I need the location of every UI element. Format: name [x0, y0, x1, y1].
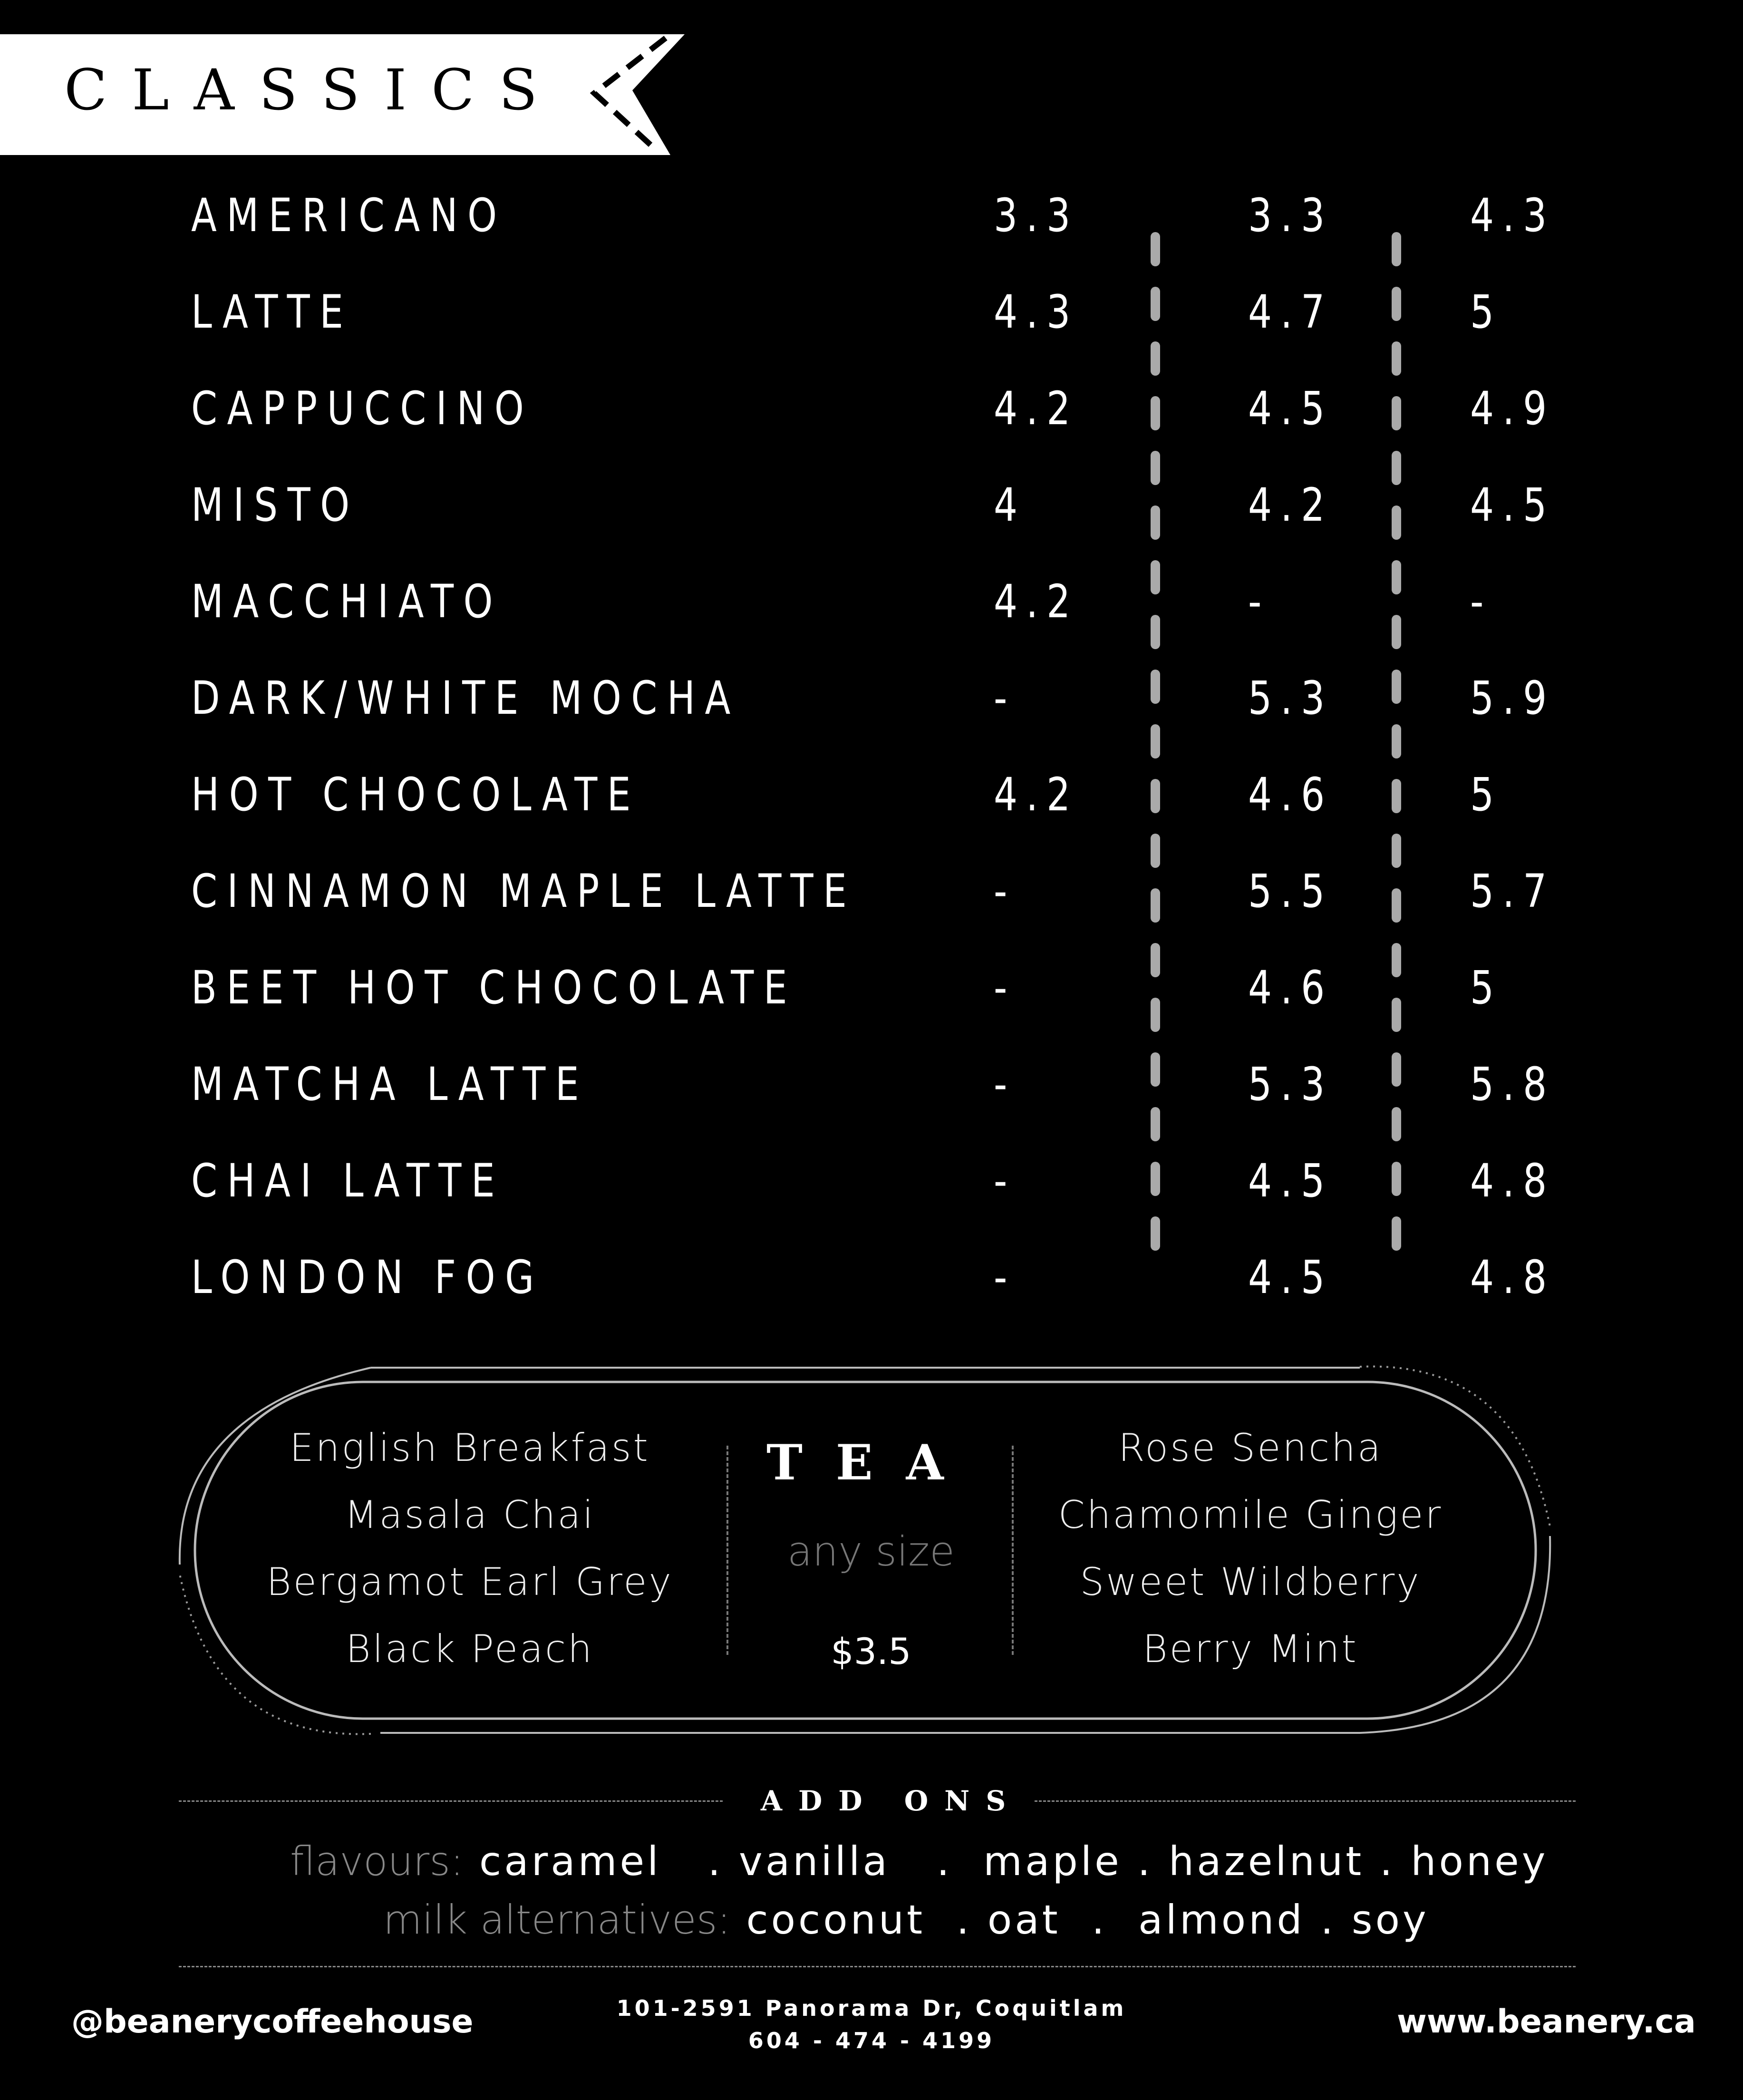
menu-row — [0, 768, 1743, 868]
menu-item-price: - — [994, 671, 1016, 725]
menu-item-price: 4.2 — [994, 768, 1079, 821]
divider-dash — [1151, 341, 1160, 376]
menu-item-price: 4.3 — [1470, 189, 1556, 242]
section-title: CLASSICS — [64, 57, 562, 123]
flavours-label: flavours: — [290, 1838, 464, 1885]
tea-item: Rose Sencha — [1118, 1426, 1383, 1470]
menu-row — [0, 478, 1743, 579]
divider-dash — [1151, 779, 1160, 813]
milk-list: coconut . oat . almond . soy — [746, 1896, 1429, 1943]
addons-rule-bottom — [179, 1966, 1576, 1967]
tea-title: TEA — [766, 1434, 977, 1491]
tea-item: Masala Chai — [344, 1493, 595, 1537]
menu-item-name: LONDON FOG — [191, 1251, 544, 1304]
divider-dash — [1151, 560, 1160, 594]
divider-dash — [1151, 232, 1160, 266]
divider-dash — [1151, 451, 1160, 485]
menu-item-price: - — [994, 1154, 1016, 1207]
menu-row — [0, 1154, 1743, 1254]
menu-row — [0, 285, 1743, 386]
divider-dash — [1392, 998, 1401, 1032]
menu-row — [0, 961, 1743, 1061]
menu-item-name: MATCHA LATTE — [191, 1058, 589, 1111]
menu-item-price: 5.3 — [1248, 1058, 1334, 1111]
menu-item-price: - — [994, 1251, 1016, 1304]
menu-item-price: - — [1248, 575, 1270, 628]
tea-item: Black Peach — [346, 1627, 594, 1671]
menu-row — [0, 1251, 1743, 1351]
menu-item-price: 4.3 — [994, 285, 1079, 339]
addons-title: ADD ONS — [761, 1785, 1022, 1817]
divider-dash — [1151, 287, 1160, 321]
divider-dash — [1151, 1107, 1160, 1141]
menu-item-price: 5.5 — [1248, 865, 1334, 918]
divider-dash — [1151, 1216, 1160, 1251]
divider-dash — [1392, 232, 1401, 266]
menu-item-name: CAPPUCCINO — [191, 382, 534, 435]
menu-item-price: 3.3 — [1248, 189, 1334, 242]
divider-dash — [1392, 1216, 1401, 1251]
divider-dash — [1151, 396, 1160, 430]
tea-item: English Breakfast — [290, 1426, 650, 1470]
menu-row — [0, 382, 1743, 482]
menu-item-price: 5.8 — [1470, 1058, 1556, 1111]
tea-price: $3.5 — [831, 1630, 911, 1672]
menu-item-name: CINNAMON MAPLE LATTE — [191, 865, 857, 918]
menu-row — [0, 671, 1743, 772]
divider-dash — [1392, 779, 1401, 813]
divider-dash — [1392, 724, 1401, 758]
menu-item-price: - — [994, 961, 1016, 1014]
divider-dash — [1151, 670, 1160, 704]
menu-item-price: 4.9 — [1470, 382, 1556, 435]
menu-item-name: AMERICANO — [191, 189, 507, 242]
addons-rule-right — [1035, 1800, 1576, 1802]
menu-item-price: 4.7 — [1248, 285, 1334, 339]
divider-dash — [1151, 834, 1160, 868]
menu-item-price: 4.5 — [1248, 1251, 1334, 1304]
menu-row — [0, 865, 1743, 965]
menu-item-price: - — [994, 1058, 1016, 1111]
divider-dash — [1392, 1052, 1401, 1087]
divider-dash — [1392, 1162, 1401, 1196]
menu-item-name: MISTO — [191, 478, 359, 532]
address: 101-2591 Panorama Dr, Coquitlam — [616, 1995, 1127, 2021]
tea-item: Chamomile Ginger — [1058, 1493, 1443, 1537]
tea-item: Sweet Wildberry — [1080, 1560, 1421, 1604]
divider-dash — [1392, 341, 1401, 376]
flavours-list: caramel . vanilla . maple . hazelnut . honey — [479, 1838, 1549, 1885]
menu-item-name: BEET HOT CHOCOLATE — [191, 961, 797, 1014]
menu-item-price: 5 — [1470, 285, 1503, 339]
menu-item-price: 5.7 — [1470, 865, 1556, 918]
menu-item-price: 5.9 — [1470, 671, 1556, 725]
menu-item-price: 4.5 — [1470, 478, 1556, 532]
menu-item-name: MACCHIATO — [191, 575, 503, 628]
divider-dash — [1151, 1052, 1160, 1087]
menu-item-name: HOT CHOCOLATE — [191, 768, 641, 821]
menu-item-price: 4.5 — [1248, 382, 1334, 435]
menu-item-price: 5 — [1470, 768, 1503, 821]
divider-dash — [1151, 506, 1160, 540]
milk-label: milk alternatives: — [383, 1896, 731, 1943]
menu-item-price: 4.2 — [1248, 478, 1334, 532]
divider-dash — [1392, 396, 1401, 430]
menu-item-name: CHAI LATTE — [191, 1154, 505, 1207]
menu-item-price: 4.8 — [1470, 1251, 1556, 1304]
menu-item-price: - — [1470, 575, 1492, 628]
menu-row — [0, 575, 1743, 675]
tea-item: Berry Mint — [1143, 1627, 1358, 1671]
menu-row — [0, 1058, 1743, 1158]
milk-line — [383, 1896, 1429, 1943]
menu-row — [0, 189, 1743, 289]
divider-dash — [1151, 724, 1160, 758]
menu-item-price: 4.2 — [994, 575, 1079, 628]
menu-item-price: 4.6 — [1248, 961, 1334, 1014]
addons-rule-left — [179, 1800, 723, 1802]
menu-item-name: LATTE — [191, 285, 353, 339]
divider-dash — [1392, 615, 1401, 649]
divider-dash — [1151, 888, 1160, 923]
menu-item-price: 3.3 — [994, 189, 1079, 242]
divider-dash — [1392, 888, 1401, 923]
menu-item-name: DARK/WHITE MOCHA — [191, 671, 740, 725]
menu-item-price: 4.5 — [1248, 1154, 1334, 1207]
divider-dash — [1392, 287, 1401, 321]
divider-dash — [1392, 943, 1401, 977]
website: www.beanery.ca — [1397, 2003, 1696, 2041]
menu-item-price: 4 — [994, 478, 1026, 532]
menu-item-price: 5 — [1470, 961, 1503, 1014]
divider-dash — [1392, 506, 1401, 540]
divider-dash — [1392, 1107, 1401, 1141]
phone-number: 604 - 474 - 4199 — [748, 2028, 995, 2053]
divider-dash — [1392, 834, 1401, 868]
divider-dash — [1392, 451, 1401, 485]
menu-item-price: 4.8 — [1470, 1154, 1556, 1207]
divider-dash — [1151, 943, 1160, 977]
divider-dash — [1151, 1162, 1160, 1196]
menu-item-price: 4.2 — [994, 382, 1079, 435]
social-handle: @beanerycoffeehouse — [71, 2003, 474, 2041]
flavours-line — [290, 1838, 1549, 1885]
divider-dash — [1392, 670, 1401, 704]
menu-item-price: - — [994, 865, 1016, 918]
divider-dash — [1392, 560, 1401, 594]
divider-dash — [1151, 998, 1160, 1032]
menu-item-price: 5.3 — [1248, 671, 1334, 725]
menu-item-price: 4.6 — [1248, 768, 1334, 821]
divider-dash — [1151, 615, 1160, 649]
tea-item: Bergamot Earl Grey — [266, 1560, 673, 1604]
tea-subtitle: any size — [787, 1528, 955, 1575]
